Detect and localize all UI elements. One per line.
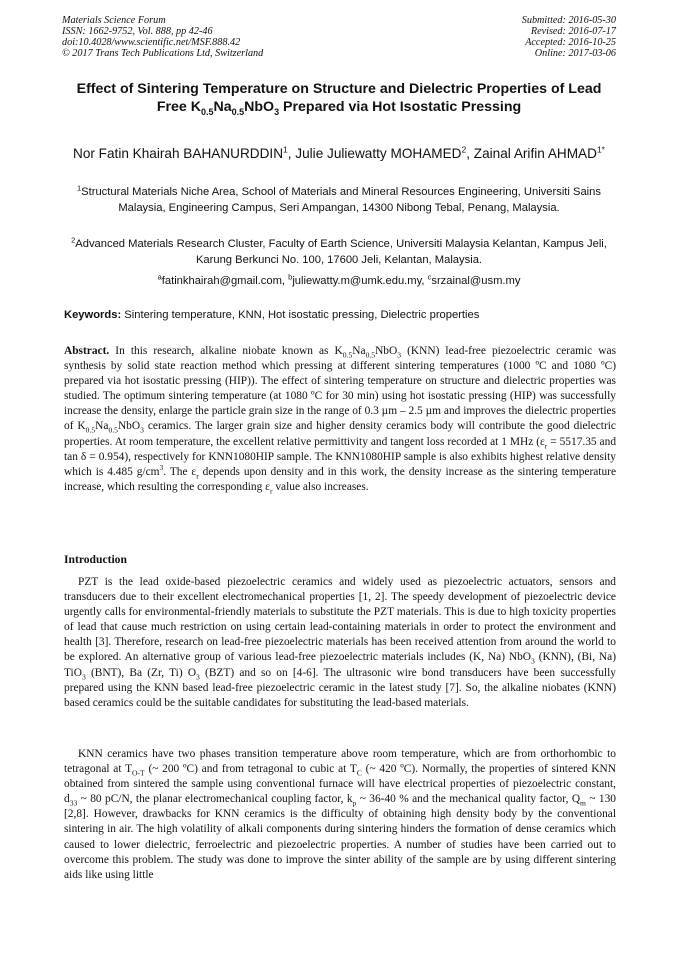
affiliation-2: $^2$Advanced Materials Research Cluster, Faculty of Earth Science, Universiti Malaysia Kelantan, Kampus Jeli, Karung Berkunci No. 100, 17600 Jeli, Kelantan, Malaysia. xyxy=(71,235,607,266)
journal-copyright: © 2017 Trans Tech Publications Ltd, Switzerland xyxy=(62,47,264,59)
keywords-label: Keywords: xyxy=(64,309,122,321)
paper-title: Effect of Sintering Temperature on Structure and Dielectric Properties of Lead Free $K_{0.5}Na_{0.5}NbO_3$ Prepared via Hot Isostatic Pressing xyxy=(76,81,602,117)
author-emails: $^a$fatinkhairah@gmail.com, $^b$juliewatty.m@umk.edu.my, $^c$srzainal@usm.my xyxy=(157,272,521,287)
abstract-label: Abstract. xyxy=(64,345,110,357)
journal-info xyxy=(62,16,263,60)
introduction-paragraph-2: KNN ceramics have two phases transition temperature above room temperature, which are from orthorhombic to tetragonal at $T_{O-T}$ (~ 200 ºC) and from tetragonal to cubic at $T_C$ (~ 420 ºC). Normally, the properties of sintered KNN obtained from sintered the sample using conventional furnace will have electrical properties of piezoelectric constant, $d_{33}$ ~ 80 pC/N, the planar electromechanical coupling factor, $k_p$ ~ 36-40 % and the mechanical quality factor, $Q_m$ ~ 130 [2,8]. However, drawbacks for KNN ceramics is the difficulty of obtaining high density body by the conventional sintering in air. The high volatility of alkali components during sintering hinders the formation of dense ceramics which caused to lower dielectric, ferroelectric and piezoelectric properties. A number of studies have been carried out to overcome this problem. The study was done to improve the sinter ability of the sample are by using different sintering aids like using little xyxy=(64,748,616,881)
author-list: Nor Fatin Khairah BAHANURDDIN$^1$, Julie Juliewatty MOHAMED$^2$, Zainal Arifin $AHMAD^{1*}$ xyxy=(73,144,605,161)
journal-issn: ISSN: 1662-9752, Vol. 888, pp 42-46 xyxy=(62,25,213,37)
keywords xyxy=(64,308,616,323)
date-submitted: Submitted: 2016-05-30 xyxy=(521,15,616,26)
abstract: Abstract. In this research, alkaline niobate known as $K_{0.5}Na_{0.5}NbO_3$ (KNN) lead-free piezoelectric ceramic was synthesis by solid state reaction method which pressing at different sintering temperatures (1000 ºC and 1080 ºC) prepared via hot isostatic pressing (HIP)). The effect of sintering temperature on structure and dielectric properties was studied. The optimum sintering temperature (at 1080 ºC for 30 min) using hot isostatic pressing (HIP) was successfully increase the density, enlarge the particle grain size in the range of 0.3 µm – 2.5 µm and improves the dielectric properties of $K_{0.5}Na_{0.5}NbO_3$ ceramics. The larger grain size and higher density ceramics body will contribute the good dielectric properties. At room temperature, the excellent relative permittivity and tangent loss recorded at 1 MHz ($\varepsilon_r = 5517.35$ and tan δ = 0.954), respectively for KNN1080HIP sample. The KNN1080HIP sample is also exhibits highest relative density which is 4.485 $g/cm^3$. The $\varepsilon_r$ depends upon density and in this work, the density increase as the sintering temperature increase, which resulting the corresponding $\varepsilon_r$ value also increases. xyxy=(64,345,617,496)
date-online: Online: 2017-03-06 xyxy=(534,47,616,59)
journal-name: Materials Science Forum xyxy=(62,15,166,26)
date-accepted: Accepted: 2016-10-25 xyxy=(525,36,616,48)
introduction-paragraph-1: PZT is the lead oxide-based piezoelectric ceramics and widely used as piezoelectric actuators, sensors and transducers due to their excellent electromechanical properties [1, 2]. The speedy development of piezoelectric device urgently calls for environmental-friendly materials to substitute the PZT materials. This is due to high toxicity properties of lead that cause much restriction on using certain lead-containing materials in order to protect the environment and health [3]. Therefore, research on lead-free piezoelectric materials has been received attention from around the world to be explored. An alternative group of various lead-free piezoelectric materials includes (K, Na) NbO$_3$ (KNN), (Bi, Na) TiO$_3$ (BNT), Ba (Zr, Ti) $O_3$ (BZT) and so on [4-6]. The ultrasonic wire bond transducers have been successfully prepared using the KNN based lead-free piezoelectric ceramic in the latest study [7]. So, the alkaline niobates (KNN) based ceramics could be the suitable candidates for substituting the lead-based materials. xyxy=(64,576,616,709)
affiliation-1: $^1$Structural Materials Niche Area, School of Materials and Mineral Resources Engineering, Universiti Sains Malaysia, Engineering Campus, Seri Ampangan, 14300 Nibong Tebal, Penang, Malaysia. xyxy=(76,183,601,214)
section-heading-introduction: Introduction xyxy=(64,553,127,566)
publication-dates xyxy=(522,16,616,60)
journal-doi: doi:10.4028/www.scientific.net/MSF.888.42 xyxy=(62,36,241,48)
date-revised: Revised: 2016-07-17 xyxy=(530,25,616,37)
keywords-text: Sintering temperature, KNN, Hot isostatic pressing, Dielectric properties xyxy=(121,309,480,321)
